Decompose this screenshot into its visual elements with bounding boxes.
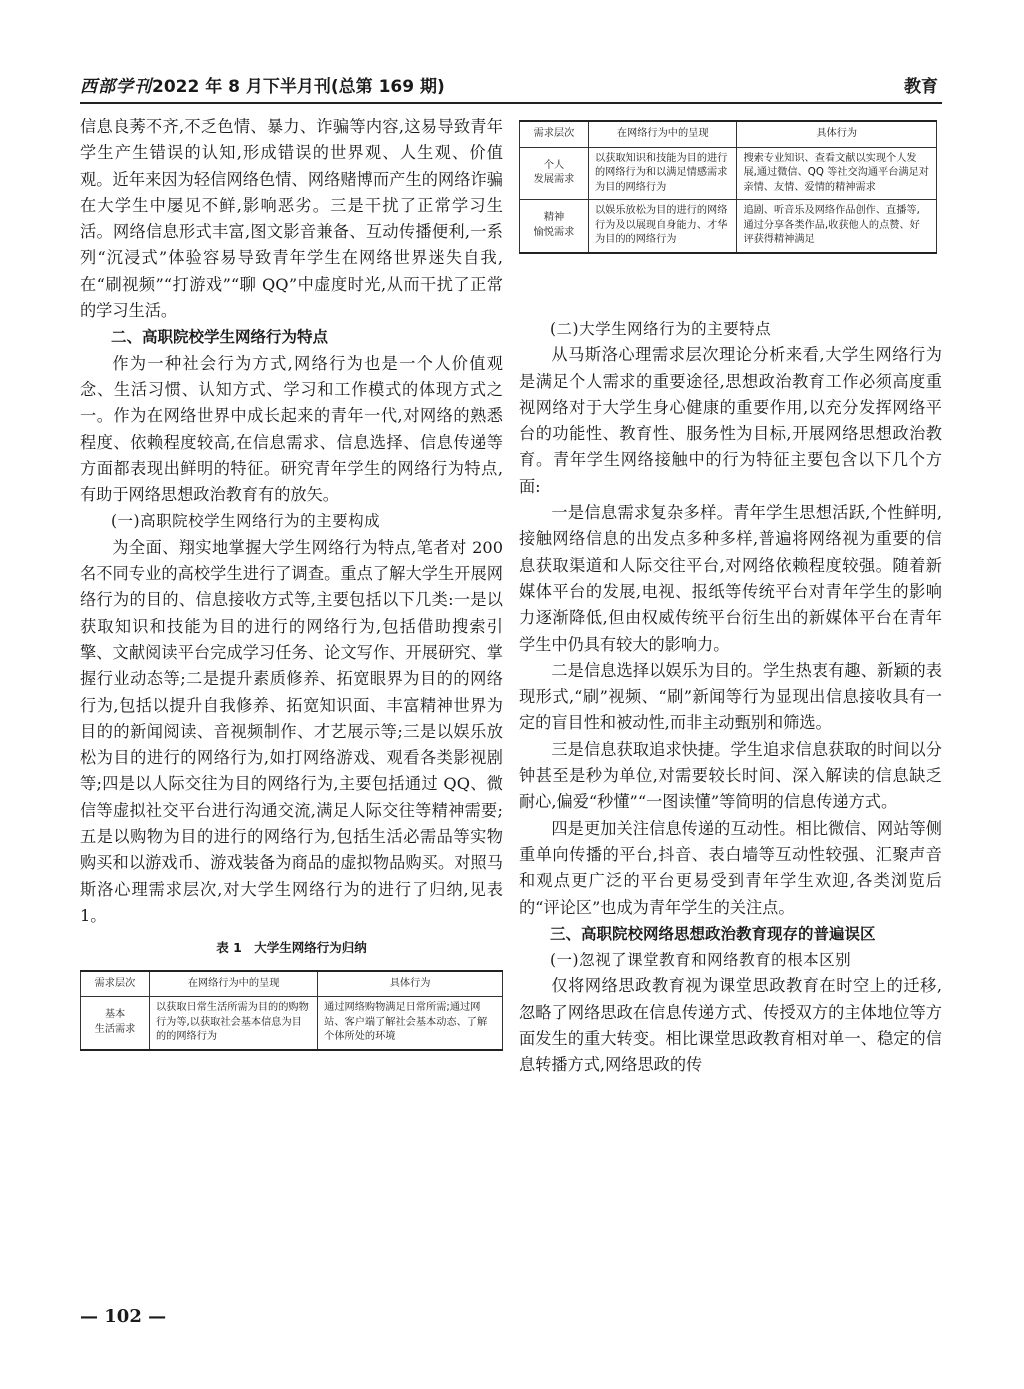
table-part-2	[519, 120, 937, 254]
page-number: — 102 —	[80, 1306, 167, 1327]
level-text: 精神 愉悦需求	[533, 212, 575, 238]
level-text: 个人 发展需求	[533, 159, 575, 186]
subsection-heading: (二)大学生网络行为的主要特点	[550, 320, 772, 338]
subsection-heading: (一)高职院校学生网络行为的主要构成	[111, 512, 381, 531]
table-row	[520, 147, 937, 200]
table-row	[81, 997, 503, 1050]
paragraph: 信息良莠不齐,不乏色情、暴力、诈骗等内容,这易导致青年学生产生错误的认知,形成错误的世界观、人生观、价值观。近年来因为轻信网络色情、网络赌博而产生的网络诈骗在大学生中屡见不鲜,影响恶劣。三是干扰了正常学习生活。网络信息形式丰富,图文影音兼备、互动传播便利,一系列“沉浸式”体验容易导致青年学生在网络世界迷失自我,在“刷视频”“打游戏”“聊 QQ”中虚度时光,从而干扰了正常的学习生活。	[80, 117, 503, 321]
table-cell: 以获取日常生活所需为目的的购物行为等,以获取社会基本信息为目的的网络行为	[150, 997, 318, 1050]
page-header	[80, 72, 942, 104]
paragraph: 作为一种社会行为方式,网络行为也是一个人价值观念、生活习惯、认知方式、学习和工作模式的体现方式之一。作为在网络世界中成长起来的青年一代,对网络的熟悉程度、依赖程度较高,在信息需求、信息选择、信息传递等方面都表现出鲜明的特征。研究青年学生的网络行为特点,有助于网络思想政治教育有的放矢。	[80, 353, 503, 505]
table-header: 在网络行为中的呈现	[150, 971, 318, 997]
paragraph: 一是信息需求复杂多样。青年学生思想活跃,个性鲜明,接触网络信息的出发点多种多样,普遍将网络视为重要的信息获取渠道和人际交往平台,对网络依赖程度较强。随着新媒体平台的发展,电视、报纸等传统平台对青年学生的影响力逐渐降低,但由权威传统平台衍生出的新媒体平台在青年学生中仍具有较大的影响力。	[519, 503, 942, 654]
section-heading: 三、高职院校网络思想政治教育现存的普遍误区	[550, 924, 876, 943]
table-cell: 通过网络购物满足日常所需;通过网站、客户端了解社会基本动态、了解个体所处的环境	[318, 997, 503, 1050]
table-header: 需求层次	[520, 121, 589, 147]
table-caption: 表 1 大学生网络行为归纳	[216, 940, 367, 956]
table-part-1	[80, 970, 503, 1051]
table-header-row	[520, 121, 937, 147]
journal-logo: 西部学刊	[80, 77, 152, 97]
level-text: 基本 生活需求	[94, 1009, 136, 1035]
table-header: 具体行为	[318, 971, 503, 997]
paragraph: 仅将网络思政教育视为课堂思政教育在时空上的迁移,忽略了网络思政在信息传递方式、传授双方的主体地位等方面发生的重大转变。相比课堂思政教育相对单一、稳定的信息转播方式,网络思政的传	[519, 976, 942, 1075]
table-cell-level	[520, 200, 589, 253]
table-row	[520, 200, 937, 253]
table-cell-level	[520, 147, 589, 200]
table-header: 在网络行为中的呈现	[589, 121, 737, 147]
table-header-row	[81, 971, 503, 997]
journal-issue: 2022 年 8 月下半月刊(总第 169 期)	[152, 77, 445, 97]
section-heading: 二、高职院校学生网络行为特点	[111, 328, 329, 347]
left-column	[80, 114, 503, 1051]
paragraph: 从马斯洛心理需求层次理论分析来看,大学生网络行为是满足个人需求的重要途径,思想政治教育工作必须高度重视网络对于大学生身心健康的重要作用,以充分发挥网络平台的功能性、教育性、服务性为目标,开展网络思想政治教育。青年学生网络接触中的行为特征主要包含以下几个方面:	[519, 345, 942, 496]
paragraph: 为全面、翔实地掌握大学生网络行为特点,笔者对 200 名不同专业的高校学生进行了调查。重点了解大学生开展网络行为的目的、信息接收方式等,主要包括以下几类:一是以获取知识和技能为目的进行的网络行为,包括借助搜索引擎、文献阅读平台完成学习任务、论文写作、开展研究、掌握行业动态等;二是提升素质修养、拓宽眼界为目的的网络行为,包括以提升自我修养、拓宽知识面、丰富精神世界为目的的新闻阅读、音视频制作、才艺展示等;三是以娱乐放松为目的进行的网络行为,如打网络游戏、观看各类影视剧等;四是以人际交往为目的网络行为,主要包括通过 QQ、微信等虚拟社交平台进行沟通交流,满足人际交往等精神需要;五是以购物为目的进行的网络行为,包括生活必需品等实物购买和以游戏币、游戏装备为商品的虚拟物品购买。对照马斯洛心理需求层次,对大学生网络行为的进行了归纳,见表 1。	[80, 537, 503, 925]
table-header: 需求层次	[81, 971, 150, 997]
section-label: 教育	[904, 77, 938, 97]
paragraph: 三是信息获取追求快捷。学生追求信息获取的时间以分钟甚至是秒为单位,对需要较长时间、深入解读的信息缺乏耐心,偏爱“秒懂”“一图读懂”等简明的信息传递方式。	[519, 739, 942, 812]
journal-title	[80, 72, 445, 97]
table-cell: 以娱乐放松为目的进行的网络行为及以展现自身能力、才华为目的的网络行为	[589, 200, 737, 253]
table-cell-level	[81, 997, 150, 1050]
table-header: 具体行为	[737, 121, 937, 147]
table-cell: 搜索专业知识、查看文献以实现个人发展,通过微信、QQ 等社交沟通平台满足对亲情、友情、爱情的精神需求	[737, 147, 937, 200]
subsection-heading: (一)忽视了课堂教育和网络教育的根本区别	[550, 951, 852, 970]
table-cell: 追剧、听音乐及网络作品创作、直播等,通过分享各类作品,收获他人的点赞、好评获得精神满足	[737, 200, 937, 253]
table-continued	[519, 120, 937, 254]
paragraph: 四是更加关注信息传递的互动性。相比微信、网站等侧重单向传播的平台,抖音、表白墙等互动性较强、汇聚声音和观点更广泛的平台更易受到青年学生欢迎,各类浏览后的“评论区”也成为青年学生的关注点。	[519, 818, 942, 917]
table-cell: 以获取知识和技能为目的进行的网络行为和以满足情感需求为目的网络行为	[589, 147, 737, 200]
paragraph: 二是信息选择以娱乐为目的。学生热衷有趣、新颖的表现形式,“刷”视频、“刷”新闻等行为显现出信息接收具有一定的盲目性和被动性,而非主动甄别和筛选。	[519, 660, 942, 733]
right-column	[519, 316, 942, 1079]
